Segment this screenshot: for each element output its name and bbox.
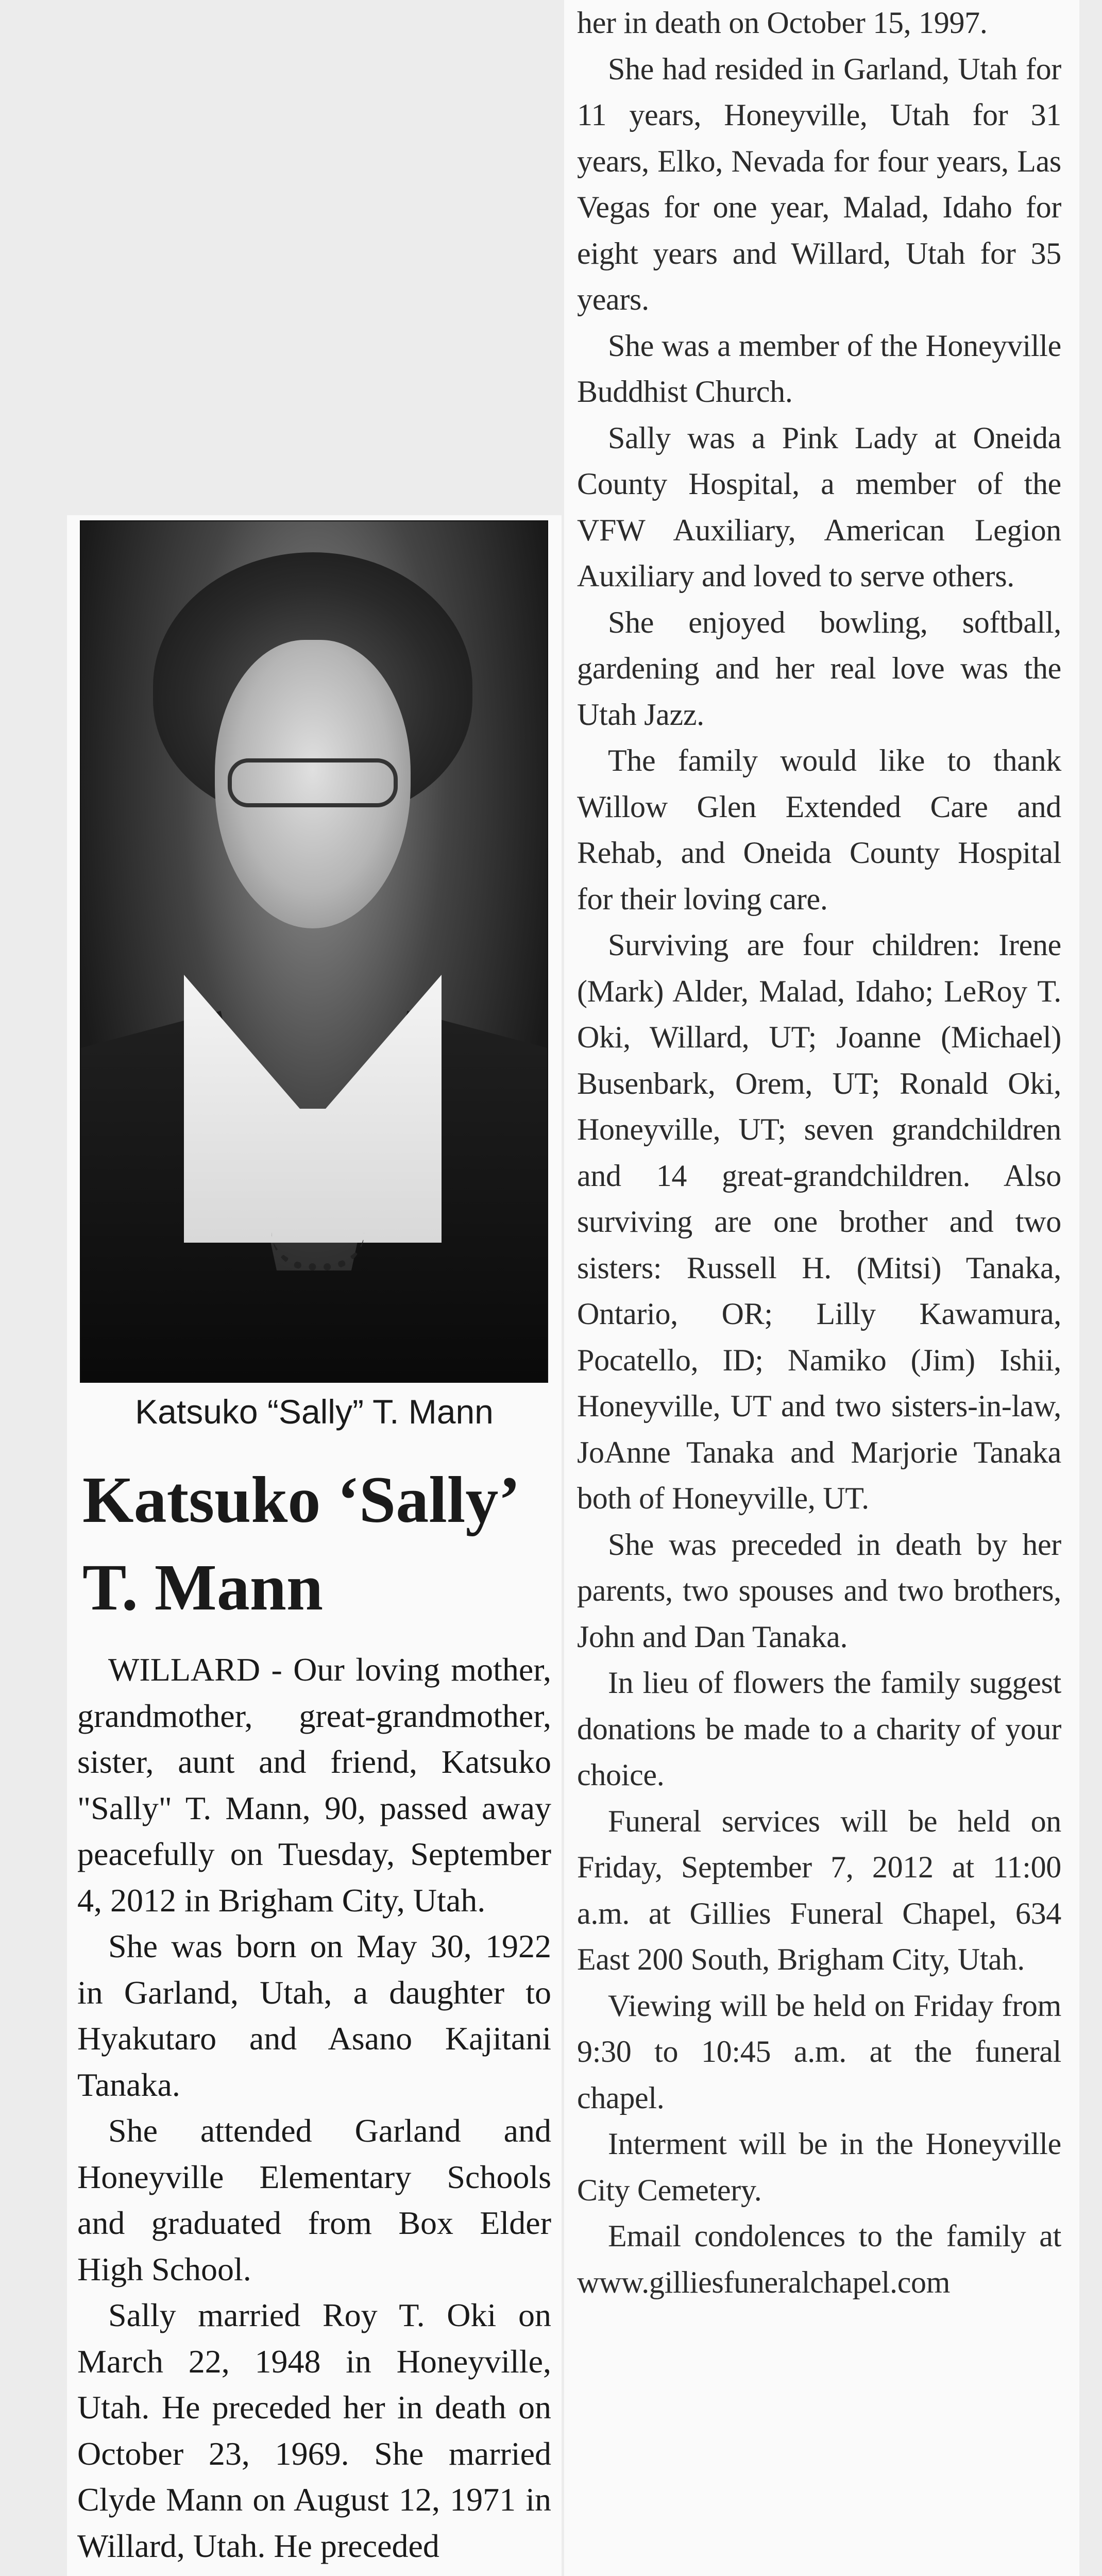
paragraph: Interment will be in the Honeyville City Cemetery. — [577, 2127, 1061, 2207]
portrait-necklace — [272, 1232, 364, 1270]
portrait-glasses — [228, 758, 398, 807]
paragraph: In lieu of flowers the family suggest donations be made to a charity of your choice. — [577, 1666, 1061, 1792]
left-column — [77, 520, 551, 2569]
paragraph: The family would like to thank Willow Glen Extended Care and Rehab, and Oneida County Hospital for their loving care. — [577, 743, 1061, 916]
paragraph: Sally was a Pink Lady at Oneida County Hospital, a member of the VFW Auxiliary, American Legion Auxiliary and loved to serve others. — [577, 420, 1061, 593]
portrait-photo — [80, 520, 548, 1383]
obituary-body-left — [77, 1647, 551, 2569]
obituary-body-right — [577, 0, 1061, 2306]
paragraph: She had resided in Garland, Utah for 11 years, Honeyville, Utah for 31 years, Elko, Nevada for four years, Las Vegas for one year, Malad, Idaho for eight years and Willard, Utah for 35 years. — [577, 52, 1061, 316]
paragraph: WILLARD - Our loving mother, grandmother, great-grandmother, sister, aunt and friend, Katsuko "Sally" T. Mann, 90, passed away peacefully on Tuesday, September 4, 2012 in Brigham City, Utah. — [77, 1651, 551, 1919]
paragraph: Email condolences to the family at www.gilliesfuneralchapel.com — [577, 2219, 1061, 2299]
paragraph: She was born on May 30, 1922 in Garland, Utah, a daughter to Hyakutaro and Asano Kajitani Tanaka. — [77, 1928, 551, 2103]
photo-caption: Katsuko “Sally” T. Mann — [135, 1393, 494, 1431]
paragraph: She was a member of the Honeyville Buddhist Church. — [577, 328, 1061, 409]
paragraph: Sally married Roy T. Oki on March 22, 1948 in Honeyville, Utah. He preceded her in death on October 23, 1969. She married Clyde Mann on August 12, 1971 in Willard, Utah. He preceded — [77, 2297, 551, 2564]
paragraph: Funeral services will be held on Friday, September 7, 2012 at 11:00 a.m. at Gillies Funeral Chapel, 634 East 200 South, Brigham City, Utah. — [577, 1804, 1061, 1976]
paragraph: her in death on October 15, 1997. — [577, 6, 988, 40]
right-column — [577, 0, 1061, 2306]
paragraph: She was preceded in death by her parents, two spouses and two brothers, John and Dan Tanaka. — [577, 1527, 1061, 1654]
obituary-headline: Katsuko ‘Sally’ T. Mann — [82, 1463, 516, 1624]
portrait-collar — [184, 975, 442, 1243]
paragraph: She attended Garland and Honeyville Elementary Schools and graduated from Box Elder High School. — [77, 2112, 551, 2287]
paragraph: She enjoyed bowling, softball, gardening and her real love was the Utah Jazz. — [577, 605, 1061, 732]
paragraph: Viewing will be held on Friday from 9:30 to 10:45 a.m. at the funeral chapel. — [577, 1988, 1061, 2115]
paragraph: Surviving are four children: Irene (Mark) Alder, Malad, Idaho; LeRoy T. Oki, Willard, UT; Joanne (Michael) Busenbark, Orem, UT; Ronald Oki, Honeyville, UT; seven grandchildren and 14 great-grandchildren. Also surviving are one brother and two sisters: Russell H. (Mitsi) Tanaka, Ontario, OR; Lilly Kawamura, Pocatello, ID; Namiko (Jim) Ishii, Honeyville, UT and two sisters-in-law, JoAnne Tanaka and Marjorie Tanaka both of Honeyville, UT. — [577, 928, 1061, 1515]
